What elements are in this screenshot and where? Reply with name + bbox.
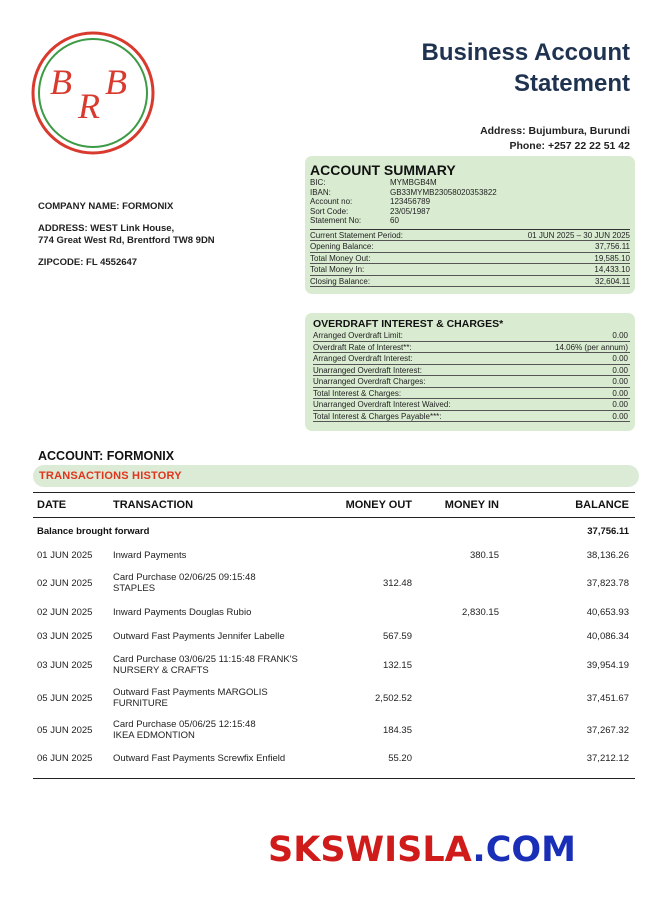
bank-phone: Phone: +257 22 22 51 42 — [509, 140, 630, 152]
header-date: DATE — [37, 499, 67, 511]
summary-detail-iban: IBAN: GB33MYMB23058020353822 — [310, 187, 497, 197]
transactions-table — [33, 492, 635, 770]
summary-rows — [310, 229, 630, 288]
overdraft-row-unarranged-charges: Unarranged Overdraft Charges: 0.00 — [313, 377, 628, 386]
account-label: ACCOUNT: FORMONIX — [38, 449, 175, 463]
logo-letter-r: R — [78, 86, 100, 126]
summary-row-period: Current Statement Period: 01 JUN 2025 – 30 JUN 2025 — [310, 230, 630, 240]
logo-letter-b2: B — [105, 62, 127, 102]
company-zipcode: ZIPCODE: FL 4552647 — [38, 257, 138, 268]
company-address-line-1: ADDRESS: WEST Link House, — [38, 223, 175, 234]
summary-detail-bic: BIC: MYMBGB4M — [310, 178, 437, 187]
summary-row-money-out: Total Money Out: 19,585.10 — [310, 253, 630, 263]
header-balance: BALANCE — [575, 499, 629, 511]
table-bottom-divider — [33, 778, 635, 779]
overdraft-row-total: Total Interest & Charges: 0.00 — [313, 388, 628, 398]
summary-detail-account-no: Account no: 123456789 — [310, 197, 431, 206]
table-row: 01 JUN 2025 Inward Payments 380.15 38,136.26 — [37, 549, 629, 561]
overdraft-row-unarranged-interest: Unarranged Overdraft Interest: 0.00 — [313, 365, 628, 375]
bank-logo — [30, 30, 156, 156]
table-row: 02 JUN 2025 Inward Payments Douglas Rubio 2,830.15 40,653.93 — [37, 606, 629, 618]
overdraft-row-waived: Unarranged Overdraft Interest Waived: 0.00 — [313, 400, 628, 409]
transactions-history-heading — [33, 465, 639, 487]
company-name: COMPANY NAME: FORMONIX — [38, 201, 174, 212]
title-line-1: Business Account — [421, 39, 630, 66]
company-address-line-2: 774 Great West Rd, Brentford TW8 9DN — [38, 235, 215, 246]
watermark — [268, 830, 576, 870]
summary-detail-sort-code: Sort Code: 23/05/1987 — [310, 206, 431, 216]
overdraft-row-arranged-interest: Arranged Overdraft Interest: 0.00 — [313, 354, 628, 363]
overdraft-title: OVERDRAFT INTEREST & CHARGES* — [313, 318, 504, 330]
table-header — [33, 492, 635, 518]
logo-letter-b1: B — [50, 62, 72, 102]
table-row: 05 JUN 2025 Outward Fast Payments MARGOLIS FURNITURE 2,502.52 37,451.67 — [37, 687, 629, 709]
table-row: 03 JUN 2025 Card Purchase 03/06/25 11:15:48 FRANK'S NURSERY & CRAFTS 132.15 39,954.19 — [37, 654, 629, 676]
table-row: 02 JUN 2025 Card Purchase 02/06/25 09:15:48 STAPLES 312.48 37,823.78 — [37, 572, 629, 594]
header-money-out: MONEY OUT — [345, 499, 412, 511]
header-transaction: TRANSACTION — [113, 499, 194, 511]
overdraft-box — [305, 313, 635, 431]
table-row-brought-forward — [33, 518, 635, 544]
table-row: 06 JUN 2025 Outward Fast Payments Screwfix Enfield 55.20 37,212.12 — [37, 752, 629, 764]
bank-address-block — [480, 124, 630, 154]
table-row: 05 JUN 2025 Card Purchase 05/06/25 12:15:48 IKEA EDMONTION 184.35 37,267.32 — [37, 719, 629, 741]
company-info — [38, 201, 215, 279]
brought-forward-balance: 37,756.11 — [587, 525, 629, 537]
summary-detail-statement-no: Statement No: 60 — [310, 216, 399, 225]
title-line-2: Statement — [513, 70, 630, 97]
transactions-history-title: TRANSACTIONS HISTORY — [39, 470, 182, 482]
brought-forward-label: Balance brought forward — [37, 525, 150, 537]
summary-row-closing-balance: Closing Balance: 32,604.11 — [310, 276, 630, 286]
statement-title — [422, 37, 631, 99]
account-summary-box — [305, 156, 635, 294]
watermark-part-1: SKSWISLA — [268, 830, 473, 870]
overdraft-row-payable: Total Interest & Charges Payable***: 0.00 — [313, 411, 628, 421]
account-summary-title: ACCOUNT SUMMARY — [310, 162, 456, 178]
overdraft-row-limit: Arranged Overdraft Limit: 0.00 — [313, 331, 628, 340]
header-money-in: MONEY IN — [444, 499, 499, 511]
bank-address: Address: Bujumbura, Burundi — [480, 125, 630, 137]
summary-row-opening-balance: Opening Balance: 37,756.11 — [310, 242, 630, 252]
table-row: 03 JUN 2025 Outward Fast Payments Jennifer Labelle 567.59 40,086.34 — [37, 630, 629, 642]
summary-row-money-in: Total Money In: 14,433.10 — [310, 265, 630, 275]
watermark-part-2: .COM — [472, 830, 576, 870]
overdraft-row-rate: Overdraft Rate of Interest**: 14.06% (per annum) — [313, 342, 628, 352]
